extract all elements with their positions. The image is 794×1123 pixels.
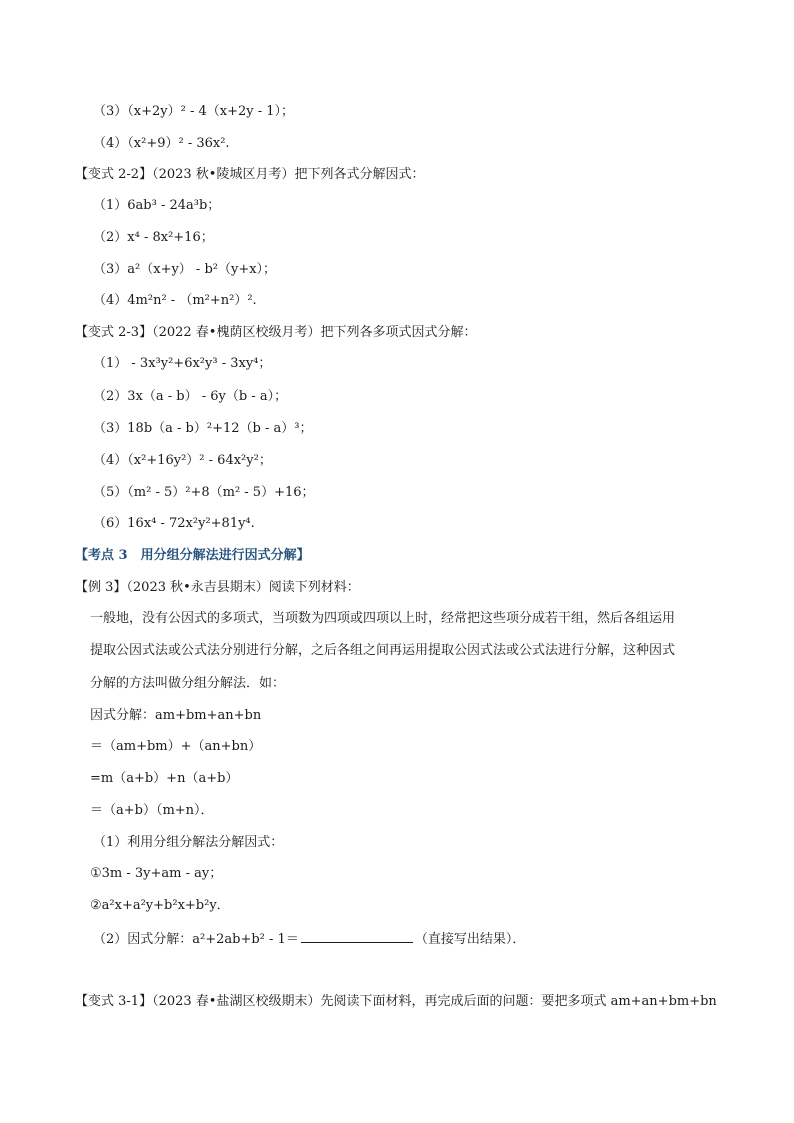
formula-line: ＝（a+b）（m+n）． — [90, 803, 214, 818]
formula-line: =m（a+b）+n（a+b） — [90, 771, 239, 786]
formula-line: 因式分解：am+bm+an+bn — [90, 708, 262, 723]
question-line: （3）a²（x+y） - b²（y+x）； — [93, 262, 277, 277]
paragraph-line: 一般地，没有公因式的多项式，当项数为四项或四项以上时，经常把这些项分成若干组，然后各组运用 — [90, 611, 676, 626]
question-suffix: （直接写出结果）． — [414, 932, 526, 947]
answer-blank[interactable] — [301, 929, 413, 943]
variant-heading: 【变式 2-2】（2023 秋•陵城区月考）把下列各式分解因式： — [75, 167, 425, 182]
question-line: （6）16x⁴ - 72x²y²+81y⁴. — [93, 516, 255, 531]
variant-heading: 【变式 3-1】（2023 春•盐湖区校级期末）先阅读下面材料，再完成后面的问题：要把多项式 am+an+bm+bn — [75, 994, 717, 1009]
question-line: （4）（x²+9）² - 36x². — [93, 136, 230, 151]
question-line: （2）x⁴ - 8x²+16； — [93, 230, 214, 245]
example-heading: 【例 3】（2023 秋•永吉县期末）阅读下列材料： — [75, 580, 360, 595]
fill-blank-question — [93, 929, 525, 949]
question-line: （1）利用分组分解法分解因式： — [93, 835, 284, 850]
question-line: （3）（x+2y）² - 4（x+2y - 1）； — [93, 104, 295, 119]
formula-line: ＝（am+bm）+（an+bn） — [90, 739, 262, 754]
question-line: （5）（m² - 5）²+8（m² - 5）+16； — [93, 485, 315, 500]
question-line: （1）6ab³ - 24a³b； — [93, 198, 221, 213]
paragraph-line: 分解的方法叫做分组分解法．如： — [90, 676, 286, 691]
variant-heading: 【变式 2-3】（2022 春•槐荫区校级月考）把下列各多项式因式分解： — [75, 325, 477, 340]
question-line: （2）3x（a - b） - 6y（b - a）； — [93, 389, 288, 404]
paragraph-line: 提取公因式法或公式法分别进行分解，之后各组之间再运用提取公因式法或公式法进行分解，这种因式 — [90, 643, 676, 658]
question-line: （1） - 3x³y²+6x²y³ - 3xy⁴； — [93, 356, 272, 371]
question-text: （2）因式分解：a²+2ab+b² - 1＝ — [93, 932, 299, 947]
question-line: （4）（x²+16y²）² - 64x²y²； — [93, 453, 272, 468]
question-line: （3）18b（a - b）²+12（b - a）³； — [93, 421, 313, 436]
question-line: （4）4m²n² - （m²+n²）². — [93, 293, 257, 308]
question-line: ②a²x+a²y+b²x+b²y． — [90, 898, 230, 913]
section-heading: 【考点 3 用分组分解法进行因式分解】 — [75, 548, 310, 563]
question-line: ①3m - 3y+am - ay； — [90, 866, 223, 881]
